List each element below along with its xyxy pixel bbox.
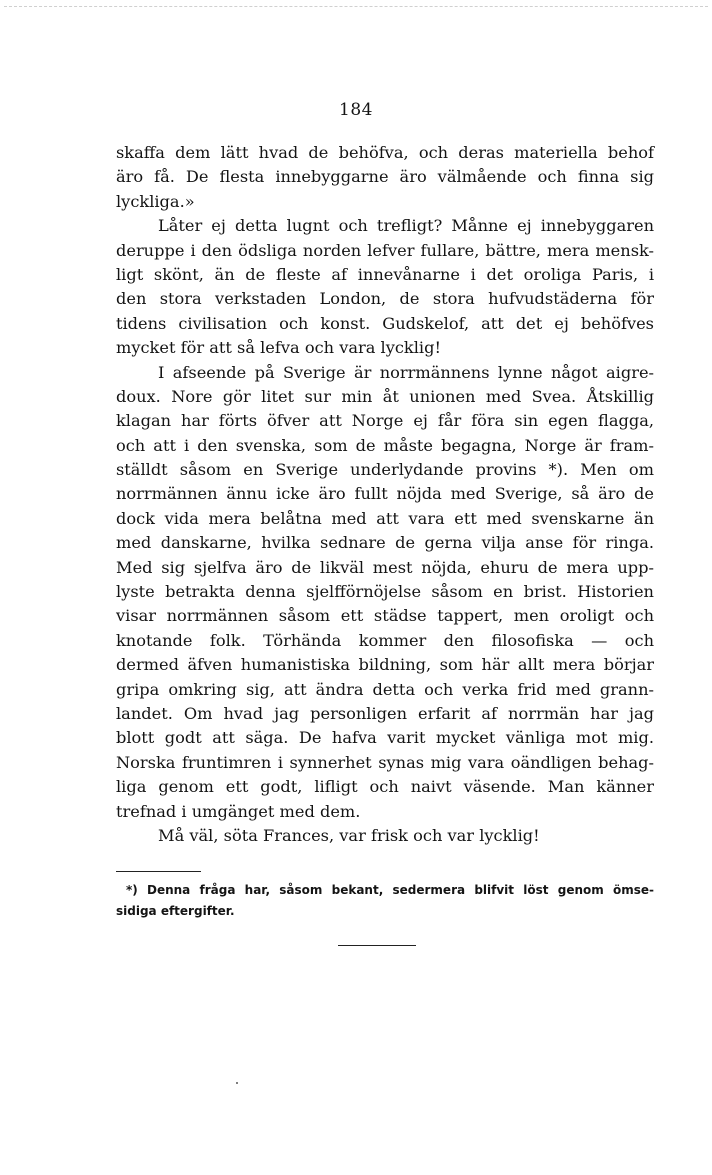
text-line: trefnad i umgänget med dem. bbox=[116, 801, 361, 821]
text-line: med danskarne, hvilka sednare de gerna vilja anse för ringa. bbox=[116, 533, 654, 553]
footnote-line: sidiga eftergifter. bbox=[116, 904, 235, 918]
text-line: liga genom ett godt, lifligt och naivt väsende. Man känner bbox=[116, 777, 654, 797]
text-line: visar norrmännen såsom ett städse tappert, men oroligt och bbox=[116, 606, 654, 626]
text-line: ligt skönt, än de fleste af innevånarne i det oroliga Paris, i bbox=[116, 264, 654, 284]
text-line: och att i den svenska, som de måste begagna, Norge är fram- bbox=[116, 435, 654, 455]
text-line: skaffa dem lätt hvad de behöfva, och deras materiella behof bbox=[116, 143, 654, 162]
body-text bbox=[116, 141, 654, 848]
text-line: landet. Om hvad jag personligen erfarit af norrmän har jag bbox=[116, 703, 654, 723]
text-line: dock vida mera belåtna med att vara ett med svenskarne än bbox=[116, 508, 654, 528]
text-line: den stora verkstaden London, de stora hufvudstäderna för bbox=[116, 289, 654, 309]
footnote-rule bbox=[116, 871, 201, 872]
text-line: Må väl, söta Frances, var frisk och var lycklig! bbox=[158, 825, 540, 845]
text-line: tidens civilisation och konst. Gudskelof, att det ej behöfves bbox=[116, 313, 654, 333]
footnote-line: *) Denna fråga har, såsom bekant, sedermera blifvit löst genom ömse- bbox=[126, 883, 654, 897]
end-rule bbox=[338, 945, 416, 946]
text-line: blott godt att säga. De hafva varit mycket vänliga mot mig. bbox=[116, 728, 654, 748]
text-line: klagan har förts öfver att Norge ej får föra sin egen flagga, bbox=[116, 411, 654, 431]
text-line: Med sig sjelfva äro de likväl mest nöjda, ehuru de mera upp- bbox=[116, 557, 654, 577]
scan-edge-line bbox=[4, 6, 708, 7]
text-line: lyste betrakta denna sjelfförnöjelse såsom en brist. Historien bbox=[116, 582, 654, 602]
text-line: norrmännen ännu icke äro fullt nöjda med Sverige, så äro de bbox=[116, 484, 654, 504]
text-line: mycket för att så lefva och vara lycklig! bbox=[116, 338, 441, 358]
text-line: ställdt såsom en Sverige underlydande provins *). Men om bbox=[116, 460, 654, 480]
text-line: Låter ej detta lugnt och trefligt? Månne ej innebyggaren bbox=[158, 216, 654, 236]
text-line: doux. Nore gör litet sur min åt unionen med Svea. Åtskillig bbox=[116, 386, 654, 406]
page-number: 184 bbox=[339, 100, 373, 120]
text-line: lyckliga.» bbox=[116, 191, 195, 211]
text-line: dermed äfven humanistiska bildning, som här allt mera börjar bbox=[116, 655, 654, 675]
text-line: knotande folk. Törhända kommer den filosofiska — och bbox=[116, 630, 654, 650]
footnote bbox=[116, 880, 654, 922]
scan-speck bbox=[236, 1082, 238, 1084]
text-line: I afseende på Sverige är norrmännens lynne något aigre- bbox=[158, 362, 654, 382]
text-line: deruppe i den ödsliga norden lefver fullare, bättre, mera mensk- bbox=[116, 240, 654, 260]
text-line: gripa omkring sig, att ändra detta och verka frid med grann- bbox=[116, 679, 654, 699]
text-line: äro få. De flesta innebyggarne äro välmående och finna sig bbox=[116, 167, 654, 187]
text-line: Norska fruntimren i synnerhet synas mig vara oändligen behag- bbox=[116, 752, 654, 772]
